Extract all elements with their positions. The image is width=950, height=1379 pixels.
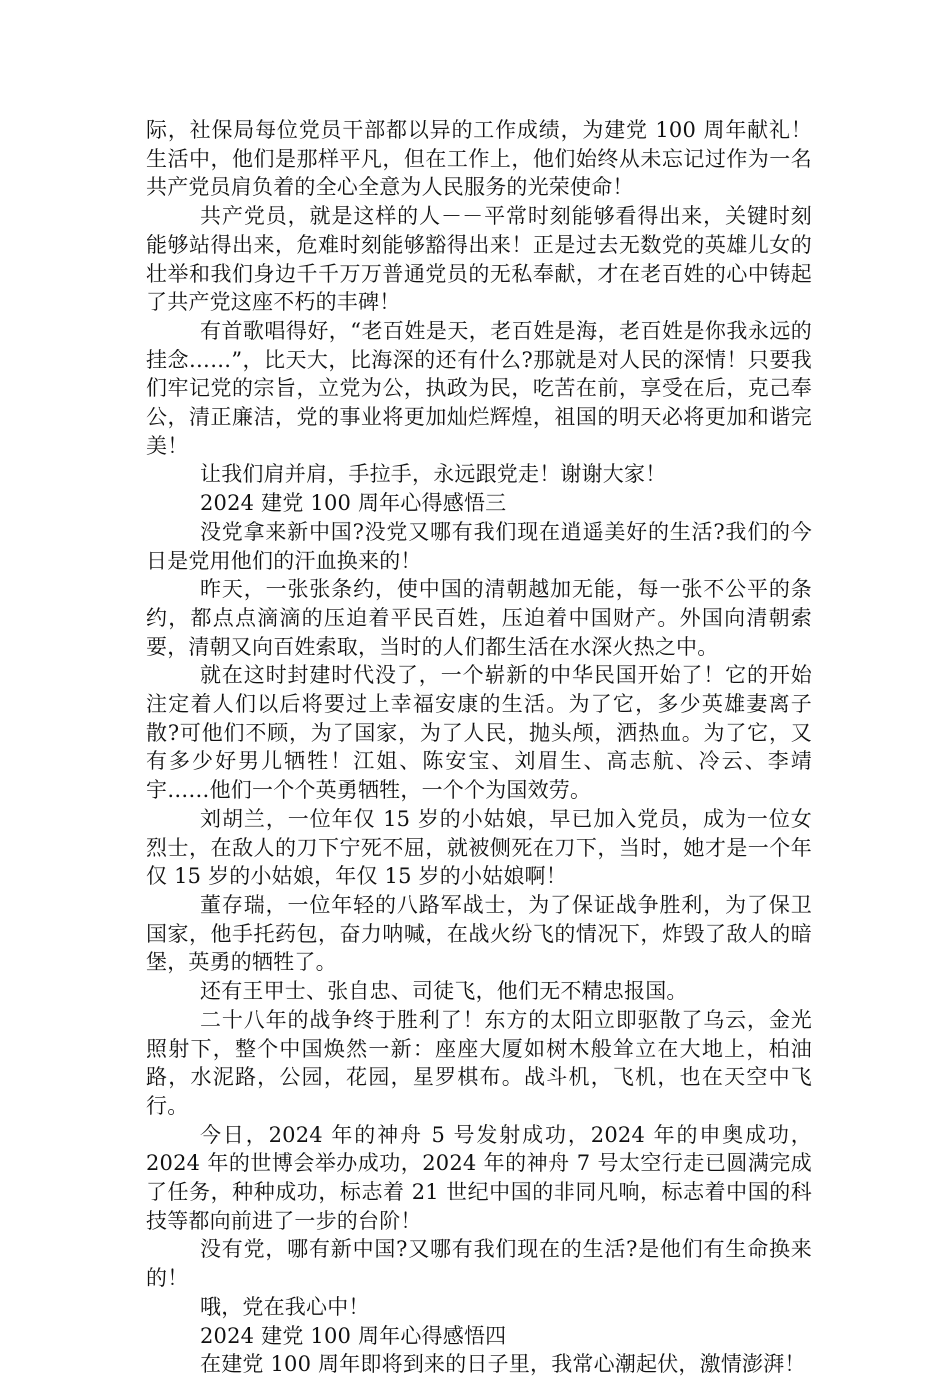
- paragraph: 还有王甲士、张自忠、司徒飞，他们无不精忠报国。: [200, 979, 688, 1004]
- paragraph: 没有党，哪有新中国?又哪有我们现在的生活?是他们有生命换来的！: [146, 1237, 812, 1291]
- paragraph: 没党拿来新中国?没党又哪有我们现在逍遥美好的生活?我们的今日是党用他们的汗血换来的！: [146, 519, 812, 573]
- paragraph: 就在这时封建时代没了，一个崭新的中华民国开始了！它的开始注定着人们以后将要过上幸福安康的生活。为了它，多少英雄妻离子散?可他们不顾，为了国家，为了人民，抛头颅，洒热血。为了它，又有多少好男儿牺牲！江姐、陈安宝、刘眉生、高志航、冷云、李靖宇……他们一个个英勇牺牲，一个个为国效劳。: [146, 663, 812, 803]
- document-page: [146, 116, 812, 1379]
- section-heading: 2024 建党 100 周年心得感悟三: [200, 491, 507, 516]
- paragraph: 刘胡兰，一位年仅 15 岁的小姑娘，早已加入党员，成为一位女烈士，在敌人的刀下宁死不屈，就被侧死在刀下，当时，她才是一个年仅 15 岁的小姑娘，年仅 15 岁的小姑娘啊！: [146, 806, 812, 889]
- section-heading: 2024 建党 100 周年心得感悟四: [200, 1323, 507, 1348]
- paragraph: 共产党员，就是这样的人－－平常时刻能够看得出来，关键时刻能够站得出来，危难时刻能够豁得出来！正是过去无数党的英雄儿女的壮举和我们身边千千万万普通党员的无私奉献，才在老百姓的心中铸起了共产党这座不朽的丰碑！: [146, 204, 812, 315]
- paragraph: 有首歌唱得好，“老百姓是天，老百姓是海，老百姓是你我永远的挂念……”，比天大，比海深的还有什么?那就是对人民的深情！只要我们牢记党的宗旨，立党为公，执政为民，吃苦在前，享受在后，克己奉公，清正廉洁，党的事业将更加灿烂辉煌，祖国的明天必将更加和谐完美！: [146, 318, 812, 458]
- paragraph: 二十八年的战争终于胜利了！东方的太阳立即驱散了乌云，金光照射下，整个中国焕然一新：座座大厦如树木般耸立在大地上，柏油路，水泥路，公园，花园，星罗棋布。战斗机，飞机，也在天空中飞行。: [146, 1007, 812, 1118]
- paragraph: 让我们肩并肩，手拉手，永远跟党走！谢谢大家！: [200, 462, 667, 487]
- paragraph: 在建党 100 周年即将到来的日子里，我常心潮起伏，激情澎湃！: [200, 1352, 806, 1377]
- paragraph-continuation: 际，社保局每位党员干部都以异的工作成绩，为建党 100 周年献礼！生活中，他们是那样平凡，但在工作上，他们始终从未忘记过作为一名共产党员肩负着的全心全意为人民服务的光荣使命！: [146, 118, 812, 200]
- paragraph: 哦，党在我心中！: [200, 1294, 370, 1319]
- paragraph: 今日，2024 年的神舟 5 号发射成功，2024 年的申奥成功，2024 年的世博会举办成功，2024 年的神舟 7 号太空行走已圆满完成了任务，种种成功，标志着 21 世纪中国的非同凡响，标志着中国的科技等都向前进了一步的台阶！: [146, 1122, 812, 1233]
- paragraph: 董存瑞，一位年轻的八路军战士，为了保证战争胜利，为了保卫国家，他手托药包，奋力呐喊，在战火纷飞的情况下，炸毁了敌人的暗堡，英勇的牺牲了。: [146, 892, 812, 975]
- paragraph: 昨天，一张张条约，使中国的清朝越加无能，每一张不公平的条约，都点点滴滴的压迫着平民百姓，压迫着中国财产。外国向清朝索要，清朝又向百姓索取，当时的人们都生活在水深火热之中。: [146, 577, 812, 659]
